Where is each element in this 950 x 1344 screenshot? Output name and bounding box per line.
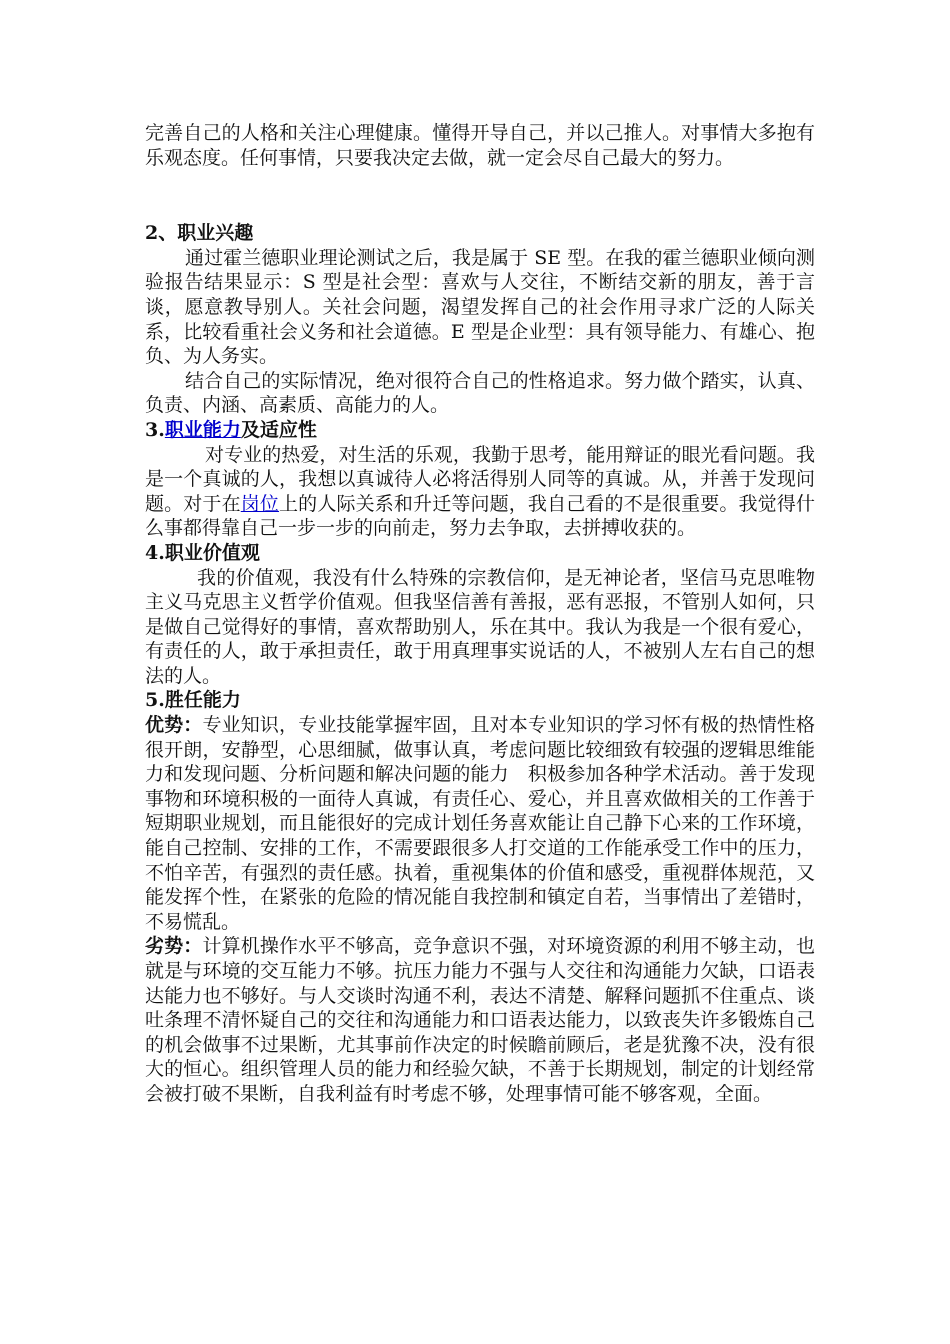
weaknesses-label: 劣势： [145,935,203,958]
ability-text-b: 上的人际关系和升迁等问题，我自己看的不是很重要。我觉得什么事都得靠自己一步一步的向前走，努力去争取，去拼搏收获的。 [145,492,815,540]
strengths-text: 专业知识，专业技能掌握牢固，且对本专业知识的学习怀有极的热情性格很开朗，安静型，心思细腻，做事认真，考虑问题比较细致有较强的逻辑思维能力和发现问题、分析问题和解决问题的能力 积极参加各种学术活动。善于发现事物和环境积极的一面待人真诚，有责任心、爱心，并且喜欢做相关的工作善于短期职业规划，而且能很好的完成计划任务喜欢能让自己静下心来的工作环境，能自己控制、安排的工作，不需要跟很多人打交道的工作能承受工作中的压力，不怕辛苦，有强烈的责任感。执着，重视集体的价值和感受，重视群体规范，又能发挥个性，在紧张的危险的情况能自我控制和镇定自若，当事情出了差错时，不易慌乱。 [145,714,815,933]
post-link[interactable]: 岗位 [240,492,280,515]
interests-paragraph-2: 结合自己的实际情况，绝对很符合自己的性格追求。努力做个踏实，认真、负责、内涵、高素质、高能力的人。 [145,369,815,417]
values-paragraph: 我的价值观，我没有什么特殊的宗教信仰，是无神论者，坚信马克思唯物主义马克思主义哲学价值观。但我坚信善有善报，恶有恶报，不管别人如何，只是做自己觉得好的事情，喜欢帮助别人，乐在其中。我认为我是一个很有爱心，有责任的人，敢于承担责任，敢于用真理事实说话的人，不被别人左右自己的想法的人。 [145,566,815,687]
section-heading-competence: 5.胜任能力 [145,689,241,712]
intro-paragraph: 完善自己的人格和关注心理健康。懂得开导自己，并以己推人。对事情大多抱有乐观态度。任何事情，只要我决定去做，就一定会尽自己最大的努力。 [145,122,815,169]
section-heading-interests: 2、职业兴趣 [145,222,254,245]
document-body [145,121,815,1107]
ability-text-a: 对专业的热爱，对生活的乐观，我勤于思考，能用辩证的眼光看问题。我是一个真诚的人，我想以真诚待人必将活得别人同等的真诚。从，并善于发现问题。对于在 [145,443,815,515]
strengths-paragraph [145,713,815,934]
strengths-label: 优势： [145,714,203,737]
weaknesses-text: 计算机操作水平不够高，竞争意识不强，对环境资源的利用不够主动，也就是与环境的交互能力不够。抗压力能力不强与人交往和沟通能力欠缺，口语表达能力也不够好。与人交谈时沟通不利，表达不清楚、解释问题抓不住重点、谈吐条理不清怀疑自己的交往和沟通能力和口语表达能力，以致丧失许多锻炼自己的机会做事不过果断，尤其事前作决定的时候瞻前顾后，老是犹豫不决，没有很大的恒心。组织管理人员的能力和经验欠缺，不善于长期规划，制定的计划经常会被打破不果断，自我利益有时考虑不够，处理事情可能不够客观，全面。 [145,935,815,1105]
weaknesses-paragraph [145,934,815,1106]
heading-suffix: 及适应性 [240,418,317,441]
section-heading-values: 4.职业价值观 [145,541,260,564]
career-ability-link[interactable]: 职业能力 [164,418,241,441]
heading-number: 3. [145,418,165,441]
section-heading-ability [145,418,815,443]
spacer [145,170,815,221]
ability-paragraph [145,443,815,541]
interests-paragraph-1: 通过霍兰德职业理论测试之后，我是属于 SE 型。在我的霍兰德职业倾向测验报告结果显示：S 型是社会型：喜欢与人交往，不断结交新的朋友，善于言谈，愿意教导别人。关社会问题，渴望发挥自己的社会作用寻求广泛的人际关系，比较看重社会义务和社会道德。E 型是企业型：具有领导能力、有雄心、抱负、为人务实。 [145,246,815,368]
